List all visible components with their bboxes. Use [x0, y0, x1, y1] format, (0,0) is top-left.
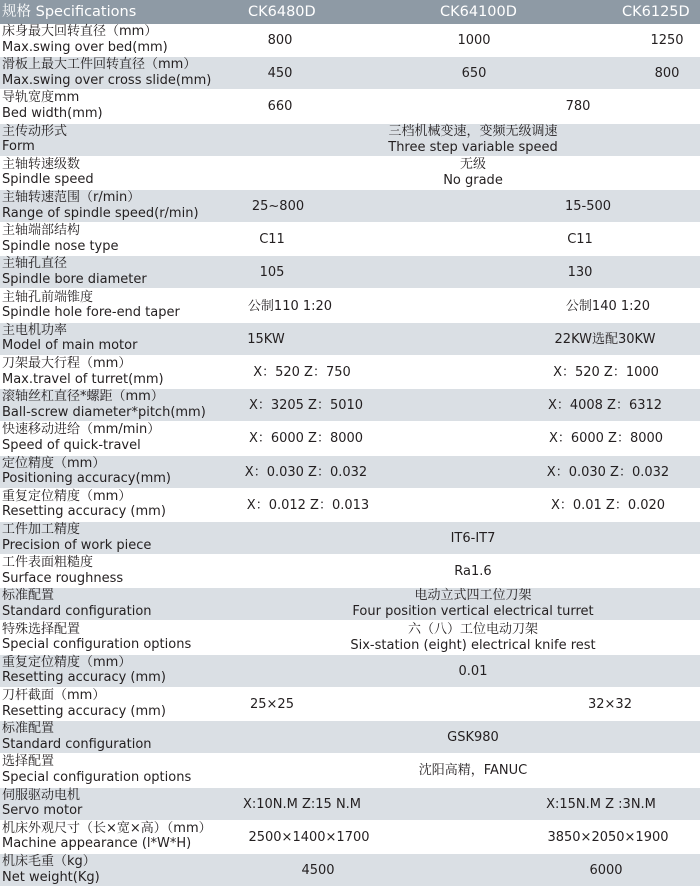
- spec-label-zh: 主轴孔直径: [2, 256, 68, 272]
- spec-value: 800: [267, 33, 293, 48]
- spec-label-en: Resetting accuracy (mm): [2, 504, 166, 520]
- table-row: [0, 256, 700, 289]
- spec-value: X：6000 Z：8000: [548, 431, 664, 447]
- spec-value: 32×32: [588, 697, 632, 712]
- table-row: [0, 90, 700, 123]
- table-row: [0, 124, 700, 157]
- model-header-ck6125d: CK6125D: [622, 4, 690, 20]
- spec-value: 3850×2050×1900: [547, 829, 669, 845]
- table-row: [0, 788, 700, 821]
- table-row: [0, 389, 700, 422]
- spec-value: X：0.01 Z：0.020: [550, 497, 666, 513]
- spec-label-en: Spindle nose type: [2, 238, 119, 254]
- table-row: [0, 721, 700, 754]
- spec-value: X：520 Z：750: [253, 365, 351, 380]
- spec-value: 22KW选配30KW: [554, 331, 656, 347]
- spec-label-zh: 标准配置: [2, 721, 55, 737]
- spec-value-line: 0.01: [458, 663, 488, 679]
- spec-label-en: Net weight(Kg): [2, 869, 100, 885]
- spec-label-zh: 工件加工精度: [2, 522, 81, 537]
- spec-label-en: Servo motor: [2, 803, 83, 819]
- spec-label-en: Special configuration options: [2, 637, 192, 653]
- spec-label-en: Max.swing over cross slide(mm): [2, 72, 212, 88]
- spec-value: 1250: [650, 33, 684, 48]
- spec-label-zh: 工件表面粗糙度: [2, 555, 94, 571]
- spec-value-line: 无级: [459, 156, 486, 172]
- spec-label-zh: 主轴端部结构: [2, 223, 81, 239]
- spec-label-zh: 滑板上最大工件回转直径（mm）: [2, 57, 197, 73]
- spec-value-line: 电动立式四工位刀架: [414, 588, 532, 604]
- spec-value: 650: [461, 66, 487, 82]
- spec-value: 1000: [457, 33, 491, 48]
- spec-value-line: Six-station (eight) electrical knife rest: [350, 637, 596, 653]
- table-row: [0, 555, 700, 588]
- spec-value-merged: [0, 531, 700, 547]
- table-row: [0, 522, 700, 555]
- spec-label-zh: 特殊选择配置: [2, 621, 81, 637]
- spec-label-zh: 机床毛重（kg）: [2, 854, 96, 869]
- spec-value-merged: [0, 730, 700, 746]
- spec-value: C11: [259, 232, 285, 248]
- spec-label-en: Machine appearance (l*W*H): [2, 836, 192, 852]
- table-row: [0, 821, 700, 854]
- spec-label-en: Spindle hole fore-end taper: [2, 305, 180, 321]
- spec-value-line: 沈阳高精，FANUC: [418, 763, 528, 779]
- spec-label-zh: 刀架最大行程（mm）: [2, 356, 132, 371]
- spec-value: X:10N.M Z:15 N.M: [242, 796, 362, 812]
- spec-value: 25~800: [251, 199, 305, 214]
- table-row: [0, 854, 700, 887]
- spec-value-merged: [0, 157, 700, 189]
- spec-label-zh: 主轴转速范围（r/min）: [2, 190, 141, 205]
- table-row: [0, 422, 700, 455]
- spec-value: 105: [259, 265, 285, 281]
- table-row: [0, 290, 700, 323]
- spec-value: 660: [267, 99, 293, 115]
- spec-value: 15KW: [247, 331, 285, 347]
- table-header: [0, 0, 700, 24]
- spec-label-en: Positioning accuracy(mm): [2, 471, 171, 487]
- spec-label-zh: 机床外观尺寸（长×宽×高）（mm）: [2, 820, 212, 836]
- spec-value: X：4008 Z：6312: [547, 398, 663, 414]
- table-row: [0, 323, 700, 356]
- spec-label-en: Max.swing over bed(mm): [2, 39, 168, 55]
- spec-label-en: Surface roughness: [2, 570, 124, 586]
- spec-label-en: Bed width(mm): [2, 105, 103, 121]
- spec-label-zh: 标准配置: [2, 588, 55, 604]
- spec-value-merged: [0, 763, 700, 779]
- spec-label-zh: 导轨宽度mm: [2, 90, 80, 106]
- table-row: [0, 688, 700, 721]
- table-row: [0, 190, 700, 223]
- spec-value-line: IT6-IT7: [450, 531, 496, 546]
- spec-label-zh: 滚轴丝杠直径*螺距（mm）: [2, 389, 164, 405]
- spec-value: 780: [565, 99, 591, 115]
- model-header-ck64100d: CK64100D: [440, 4, 517, 20]
- table-row: [0, 223, 700, 256]
- spec-label-en: Spindle bore diameter: [2, 271, 147, 287]
- spec-label-zh: 主轴转速级数: [2, 156, 81, 172]
- spec-value: 4500: [301, 863, 335, 878]
- spec-value: X：0.030 Z：0.032: [546, 464, 670, 480]
- spec-label-zh: 伺服驱动电机: [2, 787, 81, 803]
- spec-label-en: Special configuration options: [2, 769, 192, 785]
- spec-value-line: GSK980: [447, 730, 499, 746]
- table-row: [0, 356, 700, 389]
- spec-value: X：0.012 Z：0.013: [246, 497, 370, 513]
- table-row: [0, 754, 700, 787]
- spec-value-line: 六（八）工位电动刀架: [407, 621, 538, 637]
- spec-label-zh: 选择配置: [2, 754, 55, 770]
- spec-label-en: Standard configuration: [2, 603, 152, 619]
- spec-value-merged: [0, 622, 700, 654]
- spec-value: X：0.030 Z：0.032: [244, 464, 368, 480]
- spec-label-zh: 重复定位精度（mm）: [2, 654, 132, 670]
- table-row: [0, 57, 700, 90]
- spec-value: C11: [567, 232, 593, 248]
- spec-value: X:15N.M Z :3N.M: [546, 796, 656, 812]
- spec-value-line: 三档机械变速，变频无级调速: [388, 123, 558, 139]
- spec-label-en: Precision of work piece: [2, 537, 152, 553]
- table-row: [0, 456, 700, 489]
- spec-value-merged: [0, 588, 700, 620]
- spec-label-zh: 主电机功率: [2, 322, 68, 338]
- spec-value: 25×25: [250, 697, 294, 712]
- table-row: [0, 588, 700, 621]
- table-row: [0, 24, 700, 57]
- spec-label-en: Max.travel of turret(mm): [2, 371, 164, 387]
- spec-value: 公制140 1:20: [565, 298, 651, 314]
- spec-value-merged: [0, 664, 700, 680]
- spec-value: 15-500: [564, 199, 612, 214]
- spec-label-en: Ball-screw diameter*pitch(mm): [2, 404, 206, 420]
- spec-label-en: Range of spindle speed(r/min): [2, 205, 199, 221]
- spec-label-en: Model of main motor: [2, 338, 138, 354]
- spec-value-merged: [0, 564, 700, 580]
- spec-label-zh: 主传动形式: [2, 123, 68, 139]
- spec-value: X：520 Z：1000: [553, 365, 659, 380]
- spec-header-label: 规格 Specifications: [2, 4, 137, 20]
- spec-value: 公制110 1:20: [247, 298, 333, 314]
- spec-label-en: Spindle speed: [2, 172, 94, 188]
- spec-value: 130: [567, 265, 593, 281]
- spec-label-en: Resetting accuracy (mm): [2, 703, 166, 719]
- spec-label-en: Speed of quick-travel: [2, 437, 141, 453]
- spec-label-zh: 重复定位精度（mm）: [2, 488, 132, 504]
- spec-label-zh: 定位精度（mm）: [2, 455, 106, 471]
- spec-value: 800: [654, 66, 680, 82]
- table-row: [0, 655, 700, 688]
- table-row: [0, 157, 700, 190]
- spec-label-zh: 床身最大回转直径（mm）: [2, 24, 158, 39]
- model-header-ck6480d: CK6480D: [248, 4, 316, 20]
- spec-value: X：3205 Z：5010: [248, 398, 364, 414]
- spec-value-line: Ra1.6: [454, 564, 492, 580]
- spec-value: 6000: [589, 863, 623, 878]
- spec-label-zh: 主轴孔前端锥度: [2, 289, 94, 305]
- spec-label-zh: 刀杆截面（mm）: [2, 688, 106, 703]
- spec-value-line: Four position vertical electrical turret: [352, 604, 594, 620]
- spec-label-en: Standard configuration: [2, 736, 152, 752]
- spec-label-en: Resetting accuracy (mm): [2, 670, 166, 686]
- spec-value-merged: [0, 124, 700, 156]
- spec-value-line: Three step variable speed: [388, 139, 558, 155]
- spec-value-line: No grade: [443, 172, 503, 188]
- spec-value: 450: [267, 66, 293, 82]
- spec-label-en: Form: [2, 139, 35, 155]
- spec-label-zh: 快速移动进给（mm/min）: [2, 422, 161, 438]
- table-row: [0, 489, 700, 522]
- table-row: [0, 622, 700, 655]
- spec-value: 2500×1400×1700: [248, 829, 370, 845]
- spec-value: X：6000 Z：8000: [248, 431, 364, 447]
